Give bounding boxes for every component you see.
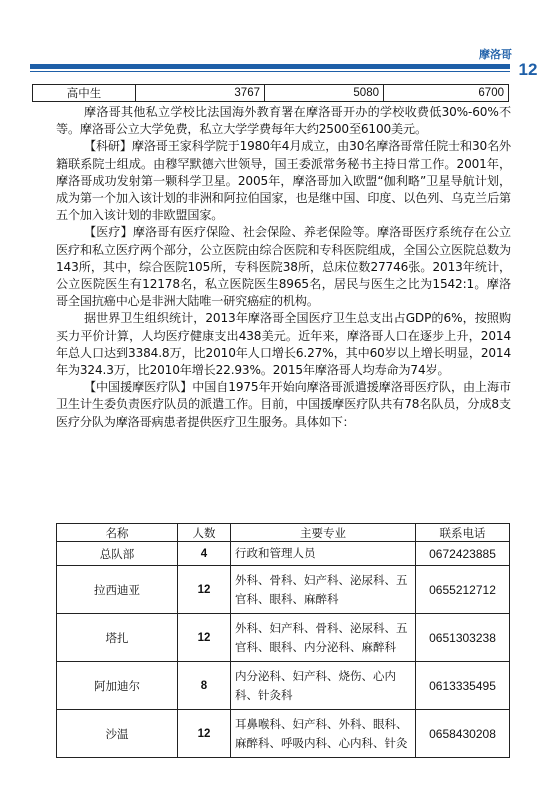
team-name: 沙温	[57, 710, 178, 758]
table-cell: 5080	[265, 85, 384, 102]
paragraph-medical-team: 【中国援摩医疗队】中国自1975年开始向摩洛哥派遣援摩洛哥医疗队，由上海市卫生计生委负责医疗队员的派遣工作。目前，中国援摩医疗队共有78名队员，分成8支医疗分队为摩洛哥病患者提供医疗卫生服务。具体如下：	[56, 380, 511, 429]
team-count: 12	[178, 710, 231, 758]
column-header: 联系电话	[416, 524, 510, 542]
team-specialty: 外科、骨科、妇产科、泌尿科、五官科、眼科、麻醉科	[231, 566, 416, 614]
header-title: 摩洛哥	[479, 48, 512, 61]
table-cell: 3767	[136, 85, 265, 102]
team-count: 12	[178, 566, 231, 614]
medical-team-table	[56, 523, 510, 758]
team-count: 12	[178, 614, 231, 662]
team-phone: 0613335495	[416, 662, 510, 710]
page-number: 12	[518, 60, 538, 79]
team-phone: 0658430208	[416, 710, 510, 758]
table-row	[57, 710, 510, 758]
column-header: 主要专业	[231, 524, 416, 542]
header-rule	[30, 71, 510, 72]
paragraph-tuition: 摩洛哥其他私立学校比法国海外教育署在摩洛哥开办的学校收费低30%-60%不等。摩洛哥公立大学免费，私立大学学费每年大约2500至6100美元。	[56, 105, 511, 137]
team-count: 4	[178, 542, 231, 566]
row-label: 高中生	[33, 85, 136, 102]
table-row	[57, 542, 510, 566]
paragraph-medical: 【医疗】摩洛哥有医疗保险、社会保险、养老保险等。摩洛哥医疗系统存在公立医疗和私立医疗两个部分，公立医院由综合医院和专科医院组成，全国公立医院总数为143所，其中，综合医院105所，专科医院38所，总床位数27746张。2013年统计，公立医院医生有12178名，私立医院医生8965名，居民与医生之比为1542:1。摩洛哥全国抗癌中心是非洲大陆唯一研究癌症的机构。	[56, 225, 511, 309]
table-header-row	[57, 524, 510, 542]
table-row	[57, 662, 510, 710]
column-header: 人数	[178, 524, 231, 542]
team-specialty: 内分泌科、妇产科、烧伤、心内科、针灸科	[231, 662, 416, 710]
team-name: 总队部	[57, 542, 178, 566]
header-bar	[30, 64, 510, 69]
tuition-table-fragment	[32, 84, 509, 102]
team-phone: 0672423885	[416, 542, 510, 566]
team-specialty: 外科、妇产科、骨科、泌尿科、五官科、眼科、内分泌科、麻醉科	[231, 614, 416, 662]
team-specialty: 行政和管理人员	[231, 542, 416, 566]
body-text	[56, 104, 511, 431]
table-row	[57, 566, 510, 614]
table-cell: 6700	[384, 85, 509, 102]
team-phone: 0655212712	[416, 566, 510, 614]
team-name: 阿加迪尔	[57, 662, 178, 710]
team-name: 塔扎	[57, 614, 178, 662]
paragraph-research: 【科研】摩洛哥王家科学院于1980年4月成立，由30名摩洛哥常任院士和30名外籍联系院士组成。由穆罕默德六世领导，国王委派常务秘书主持日常工作。2001年，摩洛哥成功发射第一颗科学卫星。2005年，摩洛哥加入欧盟“伽利略”卫星导航计划，成为第一个加入该计划的非洲和阿拉伯国家，也是继中国、印度、以色列、乌克兰后第五个加入该计划的非欧盟国家。	[56, 139, 511, 223]
table-row	[33, 85, 509, 102]
paragraph-health-stats: 据世界卫生组织统计，2013年摩洛哥全国医疗卫生总支出占GDP的6%，按照购买力平价计算，人均医疗健康支出438美元。近年来，摩洛哥人口在逐步上升，2014年总人口达到3384.8万，比2010年人口增长6.27%，其中60岁以上增长明显，2014年为324.3万，比2010年增长22.93%。2015年摩洛哥人均寿命为74岁。	[56, 311, 511, 378]
team-count: 8	[178, 662, 231, 710]
column-header: 名称	[57, 524, 178, 542]
team-phone: 0651303238	[416, 614, 510, 662]
team-name: 拉西迪亚	[57, 566, 178, 614]
table-row	[57, 614, 510, 662]
team-specialty: 耳鼻喉科、妇产科、外科、眼科、麻醉科、呼吸内科、心内科、针灸	[231, 710, 416, 758]
